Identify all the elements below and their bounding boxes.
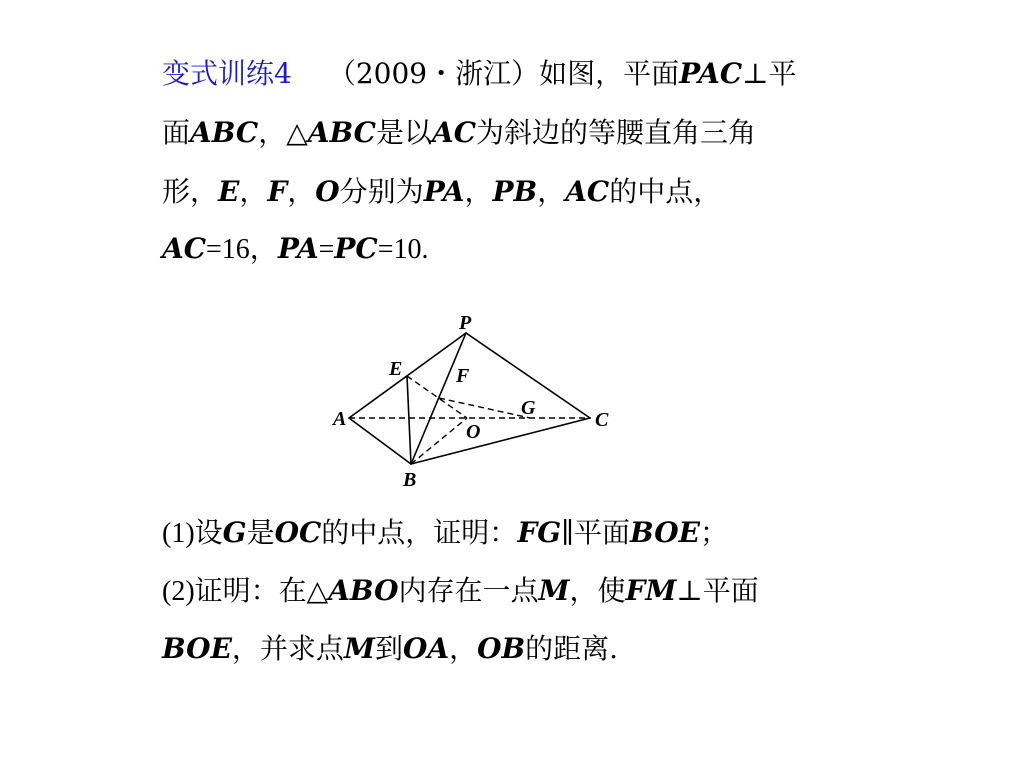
label-f: F xyxy=(456,365,470,387)
edge-bc xyxy=(411,418,590,464)
edge-eb xyxy=(407,376,411,464)
label-b: B xyxy=(403,469,417,491)
label-e: E xyxy=(389,358,403,380)
question-2: (2)证明：在△ABO内存在一点M，使FM⊥平面 xyxy=(162,574,759,607)
label-o: O xyxy=(466,421,481,443)
problem-source: （2009・浙江）如图，平面 xyxy=(327,57,680,90)
label-a: A xyxy=(333,408,347,430)
problem-line-1: 变式训练4 （2009・浙江）如图，平面PAC⊥平 xyxy=(162,57,797,90)
edge-ab xyxy=(349,418,411,464)
label-c: C xyxy=(595,409,609,431)
problem-line-2: 面ABC，△ABC是以AC为斜边的等腰直角三角 xyxy=(162,116,757,149)
question-1: (1)设G是OC的中点，证明：FG∥平面BOE； xyxy=(162,516,728,549)
label-p: P xyxy=(459,312,472,334)
problem-heading: 变式训练4 xyxy=(162,57,292,90)
question-2-continued: BOE，并求点M到OA，OB的距离. xyxy=(162,632,619,665)
problem-line-4: AC=16，PA=PC=10. xyxy=(162,232,429,265)
label-g: G xyxy=(521,397,536,419)
problem-line-3: 形，E，F，O分别为PA，PB，AC的中点， xyxy=(162,175,722,208)
geometry-figure xyxy=(320,305,640,495)
